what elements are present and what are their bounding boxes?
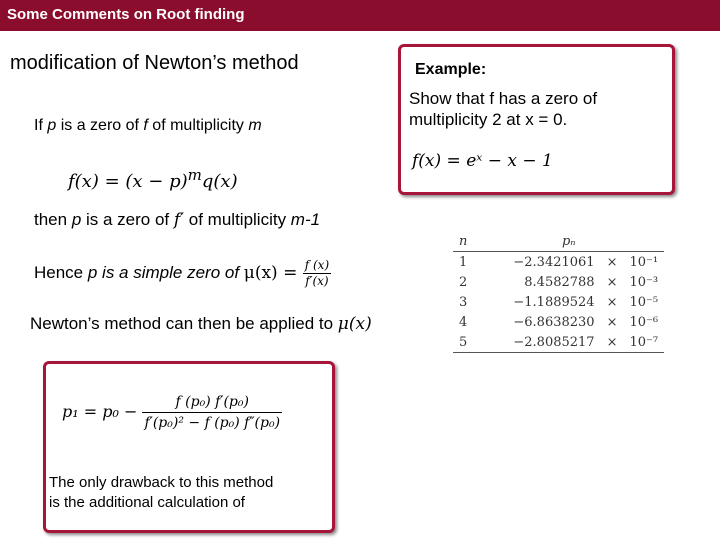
section-heading: modification of Newton’s method [10,52,299,74]
modified-newton-formula: p₁ = p₀ − $\frac{\text{f (p₀) f′(p₀)}}{\text{f′(p₀)² − f (p₀) f″(p₀)}}$ [62,394,281,431]
slide-title: Some Comments on Root finding [7,6,245,23]
iteration-table [453,232,664,353]
newton-applied-statement: Newton’s method can then be applied to μ(x) [30,314,372,334]
table-row: 1 −2.3421061 × 10⁻¹ [459,254,659,270]
column-header-pn: pₙ [561,234,576,249]
table-row: 5 −2.8085217 × 10⁻⁷ [453,332,664,353]
factorization-equation: $f(x) = (x - p)^mq(x)$ [68,166,238,192]
derivative-multiplicity-statement: then p is a zero of f′ of multiplicity m-1 [34,210,321,230]
mu-fraction: $\frac{f (x)}{f'(x)}$ [304,258,330,288]
example-equation: f(x) = eˣ − x − 1 [412,151,553,171]
table-header-row [453,232,664,252]
column-header-n: n [459,234,468,249]
simple-zero-statement: Hence p is a simple zero of μ(x) = $\frac{f (x)}{f'(x)}$ [34,258,330,288]
example-statement: Show that f has a zero of multiplicity 2 at x = 0. [409,89,598,129]
example-title: Example: [415,61,487,78]
multiplicity-statement: If p is a zero of f of multiplicity m [34,117,262,134]
table-row: 3 −1.1889524 × 10⁻⁵ [459,294,659,310]
table-row: 2 8.4582788 × 10⁻³ [459,274,659,290]
drawback-note: The only drawback to this method is the additional calculation of [49,474,274,511]
title-bar [0,0,720,31]
table-row: 4 −6.8638230 × 10⁻⁶ [459,314,659,330]
